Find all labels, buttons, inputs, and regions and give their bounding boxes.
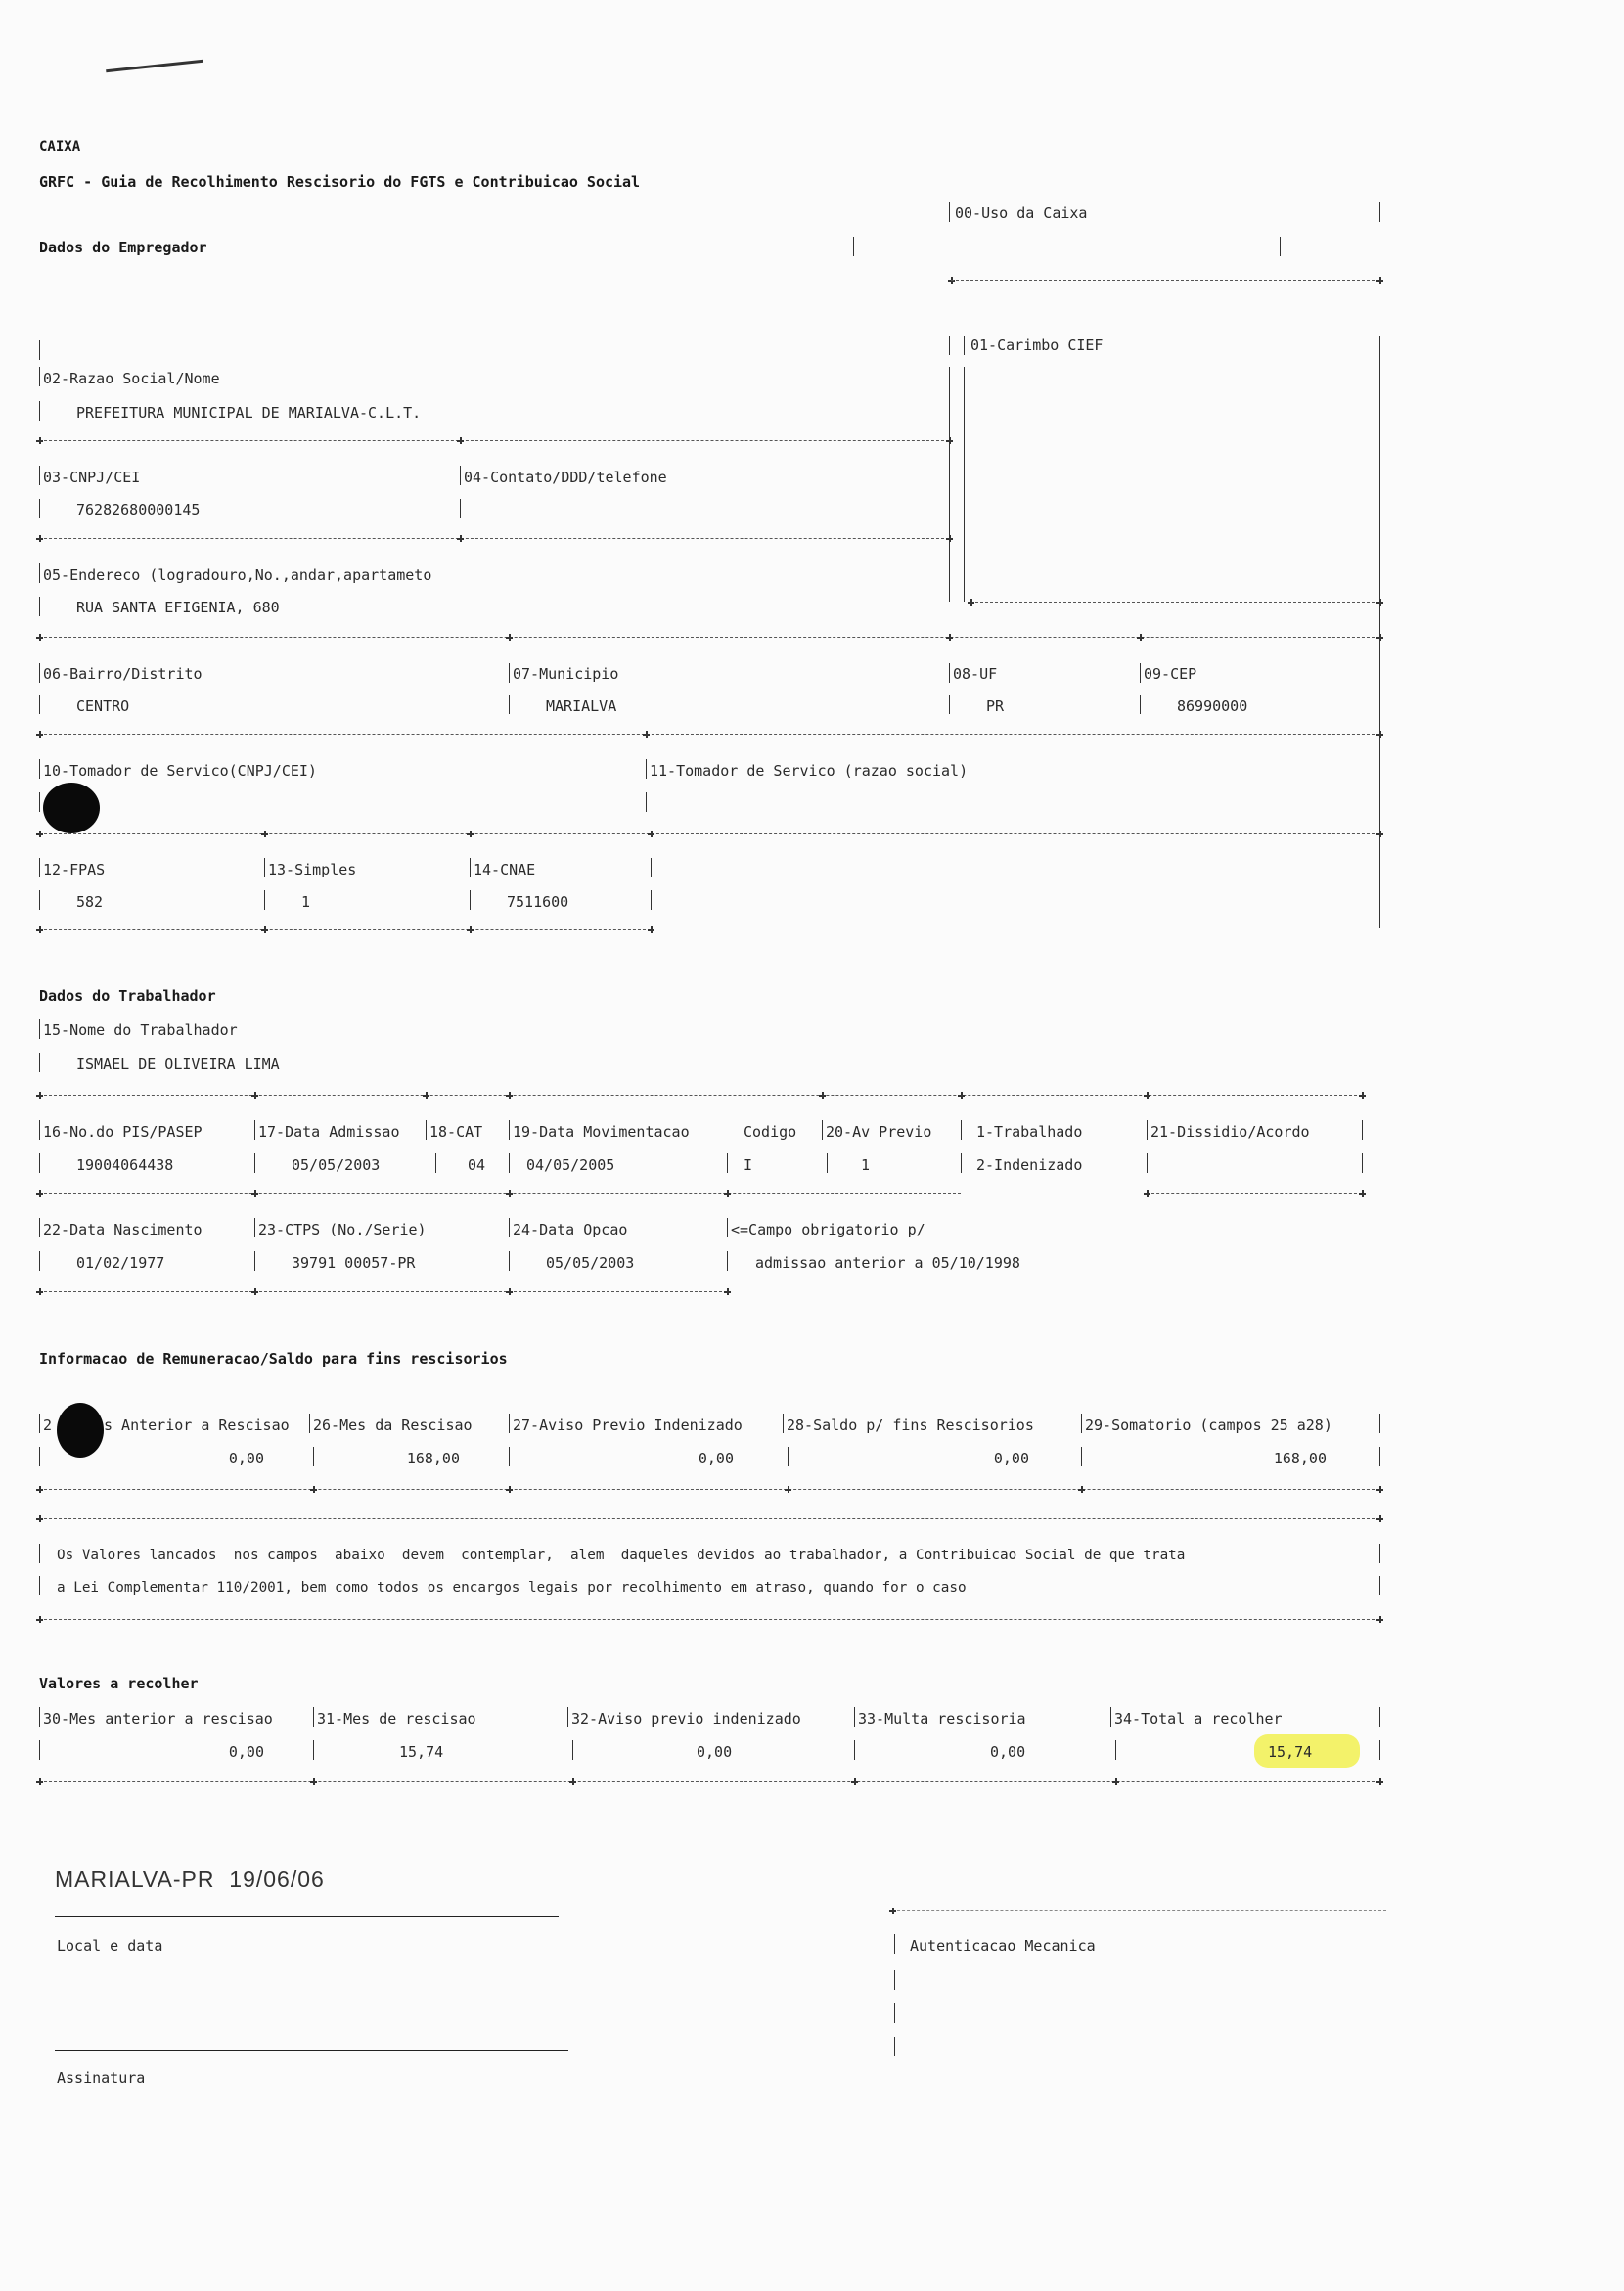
field-04-label: 04-Contato/DDD/telefone	[464, 469, 667, 486]
field-17-value: 05/05/2003	[292, 1156, 381, 1174]
field-13-value: 1	[301, 893, 311, 911]
field-16-label: 16-No.do PIS/PASEP	[43, 1123, 203, 1141]
signature-label: Assinatura	[57, 2069, 146, 2087]
employer-section-title: Dados do Empregador	[39, 239, 207, 256]
field-09-value: 86990000	[1177, 697, 1248, 715]
worker-section-title: Dados do Trabalhador	[39, 987, 216, 1005]
field-08-value: PR	[986, 697, 1005, 715]
field-29-value: 168,00	[1273, 1450, 1327, 1467]
codigo-label: Codigo	[744, 1123, 797, 1141]
codigo-value: I	[744, 1156, 753, 1174]
field-14-label: 14-CNAE	[474, 861, 536, 878]
field-20-value: 1	[861, 1156, 871, 1174]
place-and-date: MARIALVA-PR 19/06/06	[55, 1866, 325, 1892]
redaction-mark	[43, 783, 100, 833]
field-05-label: 05-Endereco (logradouro,No.,andar,apartameto	[43, 566, 432, 584]
field-03-value: 76282680000145	[76, 501, 201, 518]
field-26-label: 26-Mes da Rescisao	[313, 1416, 473, 1434]
field-29-label: 29-Somatorio (campos 25 a28)	[1085, 1416, 1332, 1434]
payment-section-title: Valores a recolher	[39, 1675, 199, 1692]
field-23-label: 23-CTPS (No./Serie)	[258, 1221, 427, 1238]
scan-mark-stroke	[106, 60, 203, 72]
field-33-label: 33-Multa rescisoria	[858, 1710, 1026, 1728]
field-30-value: 0,00	[228, 1743, 264, 1761]
field-32-label: 32-Aviso previo indenizado	[571, 1710, 801, 1728]
field-31-value: 15,74	[399, 1743, 444, 1761]
field-31-label: 31-Mes de rescisao	[317, 1710, 476, 1728]
field-26-value: 168,00	[406, 1450, 460, 1467]
field-07-label: 07-Municipio	[513, 665, 619, 683]
field-02-label: 02-Razao Social/Nome	[43, 370, 220, 387]
field-14-value: 7511600	[507, 893, 569, 911]
field-06-value: CENTRO	[76, 697, 130, 715]
remuneration-section-title: Informacao de Remuneracao/Saldo para fins rescisorios	[39, 1350, 508, 1368]
field-28-label: 28-Saldo p/ fins Rescisorios	[787, 1416, 1034, 1434]
bank-name: CAIXA	[39, 139, 81, 155]
field-32-value: 0,00	[697, 1743, 733, 1761]
field-25-label: s Anterior a Rescisao	[104, 1416, 290, 1434]
av-previo-option-1: 1-Trabalhado	[976, 1123, 1083, 1141]
field-27-value: 0,00	[698, 1450, 734, 1467]
notice-line-1: Os Valores lancados nos campos abaixo devem contemplar, alem daqueles devidos ao trabalhador, a Contribuicao Social de que trata	[57, 1548, 1186, 1563]
field-17-label: 17-Data Admissao	[258, 1123, 400, 1141]
field-23-value: 39791 00057-PR	[292, 1254, 416, 1272]
field-20-label: 20-Av Previo	[826, 1123, 932, 1141]
field-12-label: 12-FPAS	[43, 861, 106, 878]
field-08-label: 08-UF	[953, 665, 998, 683]
field-19-value: 04/05/2005	[526, 1156, 615, 1174]
field-24-value: 05/05/2003	[546, 1254, 635, 1272]
local-date-label: Local e data	[57, 1937, 163, 1954]
field-05-value: RUA SANTA EFIGENIA, 680	[76, 599, 280, 616]
form-title: GRFC - Guia de Recolhimento Rescisorio do FGTS e Contribuicao Social	[39, 173, 641, 191]
field-11-label: 11-Tomador de Servico (razao social)	[650, 762, 969, 780]
redaction-mark	[57, 1403, 104, 1458]
field-02-value: PREFEITURA MUNICIPAL DE MARIALVA-C.L.T.	[76, 404, 422, 422]
field-18-label: 18-CAT	[429, 1123, 483, 1141]
field-33-value: 0,00	[990, 1743, 1026, 1761]
field-13-label: 13-Simples	[268, 861, 357, 878]
field-22-label: 22-Data Nascimento	[43, 1221, 203, 1238]
field-18-value: 04	[468, 1156, 486, 1174]
field-34-label: 34-Total a recolher	[1114, 1710, 1283, 1728]
field-00-label: 00-Uso da Caixa	[955, 204, 1088, 222]
field-10-label: 10-Tomador de Servico(CNPJ/CEI)	[43, 762, 317, 780]
field-21-label: 21-Dissidio/Acordo	[1150, 1123, 1310, 1141]
mandatory-note-line2: admissao anterior a 05/10/1998	[755, 1254, 1020, 1272]
field-15-label: 15-Nome do Trabalhador	[43, 1021, 238, 1039]
field-25-value: 0,00	[228, 1450, 264, 1467]
field-01-label: 01-Carimbo CIEF	[970, 337, 1104, 354]
av-previo-option-2: 2-Indenizado	[976, 1156, 1083, 1174]
field-15-value: ISMAEL DE OLIVEIRA LIMA	[76, 1056, 280, 1073]
field-12-value: 582	[76, 893, 104, 911]
field-27-label: 27-Aviso Previo Indenizado	[513, 1416, 743, 1434]
notice-line-2: a Lei Complementar 110/2001, bem como todos os encargos legais por recolhimento em atraso, quando for o caso	[57, 1580, 967, 1595]
field-34-value: 15,74	[1268, 1743, 1313, 1761]
mechanical-auth-label: Autenticacao Mecanica	[910, 1937, 1096, 1954]
field-09-label: 09-CEP	[1144, 665, 1197, 683]
field-16-value: 19004064438	[76, 1156, 174, 1174]
field-28-value: 0,00	[993, 1450, 1029, 1467]
field-07-value: MARIALVA	[546, 697, 617, 715]
field-25-label-prefix: 2	[43, 1416, 53, 1434]
field-30-label: 30-Mes anterior a rescisao	[43, 1710, 273, 1728]
field-03-label: 03-CNPJ/CEI	[43, 469, 141, 486]
mandatory-note-line1: <=Campo obrigatorio p/	[731, 1221, 925, 1238]
field-24-label: 24-Data Opcao	[513, 1221, 628, 1238]
field-19-label: 19-Data Movimentacao	[513, 1123, 690, 1141]
field-22-value: 01/02/1977	[76, 1254, 165, 1272]
field-06-label: 06-Bairro/Distrito	[43, 665, 203, 683]
